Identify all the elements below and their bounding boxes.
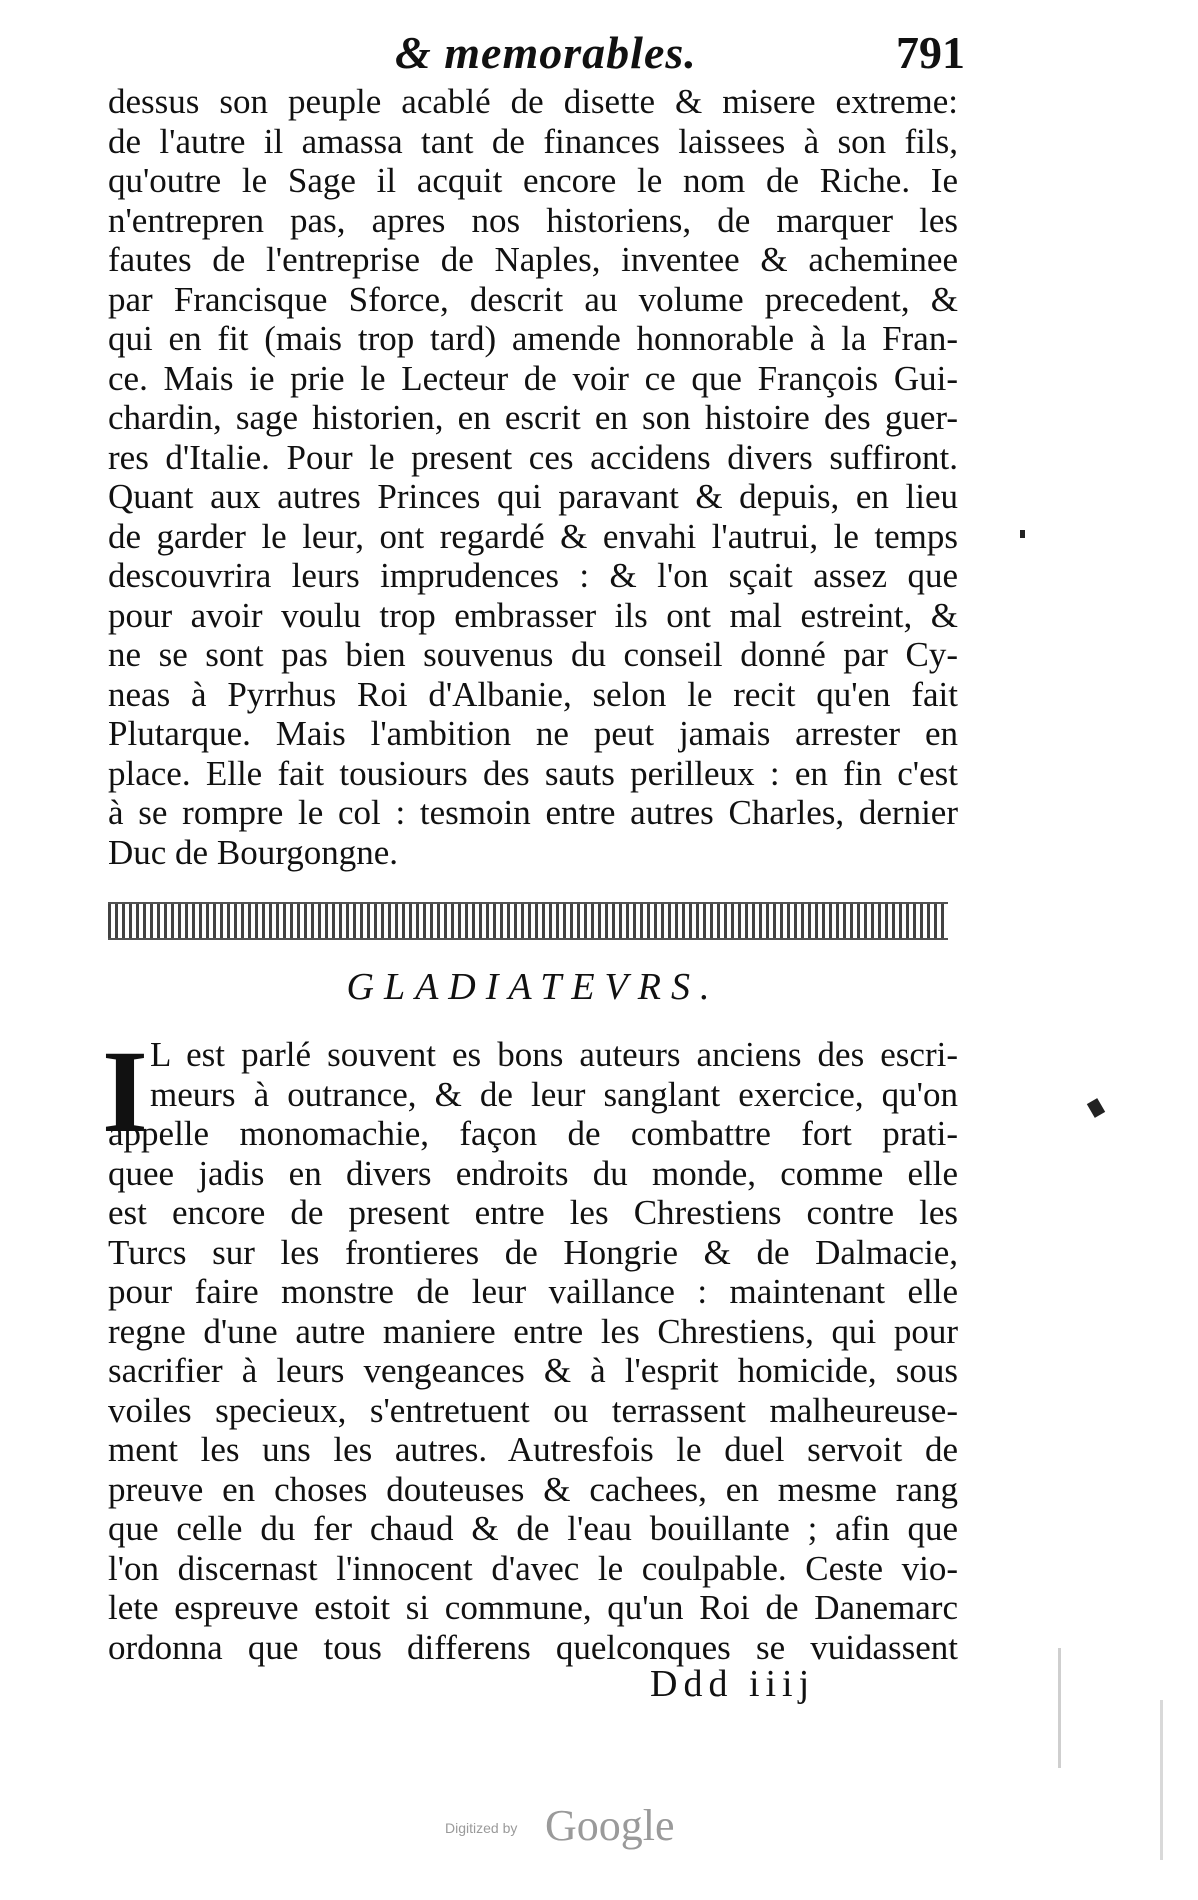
text-line: pour faire monstre de leur vaillance : maintenant elle [108,1272,958,1311]
paragraph-1 [108,82,958,872]
text-line: est encore de present entre les Chrestiens contre les [108,1193,958,1232]
signature-mark: Ddd iiij [650,1663,816,1705]
digitized-by-label: Digitized by [445,1820,518,1836]
text-line: dessus son peuple acablé de disette & misere extreme: [108,82,958,121]
text-line: appelle monomachie, façon de combattre fort prati- [108,1114,958,1153]
page-header [375,22,975,82]
text-line: de garder le leur, ont regardé & envahi l'autrui, le temps [108,516,958,556]
text-line: n'entrepren pas, apres nos historiens, de marquer les [108,200,958,240]
text-line: preuve en choses douteuses & cachees, en mesme rang [108,1469,958,1509]
margin-speck [1160,1700,1163,1860]
text-line: Quant aux autres Princes qui paravant & depuis, en lieu [108,477,958,516]
margin-speck [1020,530,1025,538]
text-line: à se rompre le col : tesmoin entre autres Charles, dernier [108,793,958,832]
google-logo: Google [545,1801,675,1850]
drop-cap: I [102,1026,148,1157]
text-line: ne se sont pas bien souvenus du conseil donné par Cy- [108,635,958,674]
text-line: sacrifier à leurs vengeances & à l'esprit homicide, sous [108,1351,958,1390]
text-line: quee jadis en divers endroits du monde, comme elle [108,1153,958,1193]
text-line: regne d'une autre maniere entre les Chrestiens, qui pour [108,1311,958,1351]
text-line: res d'Italie. Pour le present ces accidens divers suffiront. [108,437,958,477]
text-line: ment les uns les autres. Autresfois le duel servoit de [108,1430,958,1469]
text-line: Turcs sur les frontieres de Hongrie & de Dalmacie, [108,1232,958,1272]
text-line: meurs à outrance, & de leur sanglant exercice, qu'on [150,1074,958,1114]
running-head: & memorables. [395,27,697,78]
text-line: neas à Pyrrhus Roi d'Albanie, selon le recit qu'en fait [108,674,958,714]
text-line: Plutarque. Mais l'ambition ne peut jamais arrester en [108,714,958,753]
text-line: Duc de Bourgongne. [108,832,398,872]
text-line: voiles specieux, s'entretuent ou terrassent malheureuse- [108,1390,958,1430]
margin-speck [1058,1648,1061,1768]
page-number: 791 [896,27,965,78]
text-line: l'on discernast l'innocent d'avec le coulpable. Ceste vio- [108,1548,958,1588]
text-line: par Francisque Sforce, descrit au volume precedent, & [108,279,958,319]
margin-speck [1087,1098,1105,1118]
section-title: GLADIATEVRS. [346,966,720,1008]
text-line: fautes de l'entreprise de Naples, inventee & acheminee [108,240,958,279]
text-line: ce. Mais ie prie le Lecteur de voir ce que François Gui- [108,358,958,398]
text-line: lete espreuve estoit si commune, qu'un Roi de Danemarc [108,1588,958,1627]
text-line: pour avoir voulu trop embrasser ils ont mal estreint, & [108,595,958,635]
paragraph-2 [102,1026,958,1667]
text-line: L est parlé souvent es bons auteurs anciens des escri- [150,1035,958,1074]
decorative-ornament-band [108,902,948,940]
text-line: qui en fit (mais trop tard) amende honnorable à la Fran- [108,319,958,358]
text-line: qu'outre le Sage il acquit encore le nom de Riche. Ie [108,161,958,200]
text-line: place. Elle fait tousiours des sauts perilleux : en fin c'est [108,753,958,793]
text-line: descouvrira leurs imprudences : & l'on sçait assez que [108,556,958,595]
text-line: chardin, sage historien, en escrit en son histoire des guer- [108,398,958,437]
text-line: de l'autre il amassa tant de finances laissees à son fils, [108,121,958,161]
text-line: ordonna que tous differens quelconques se vuidassent [108,1627,958,1667]
text-line: que celle du fer chaud & de l'eau bouillante ; afin que [108,1509,958,1548]
digitized-watermark [445,1800,745,1850]
